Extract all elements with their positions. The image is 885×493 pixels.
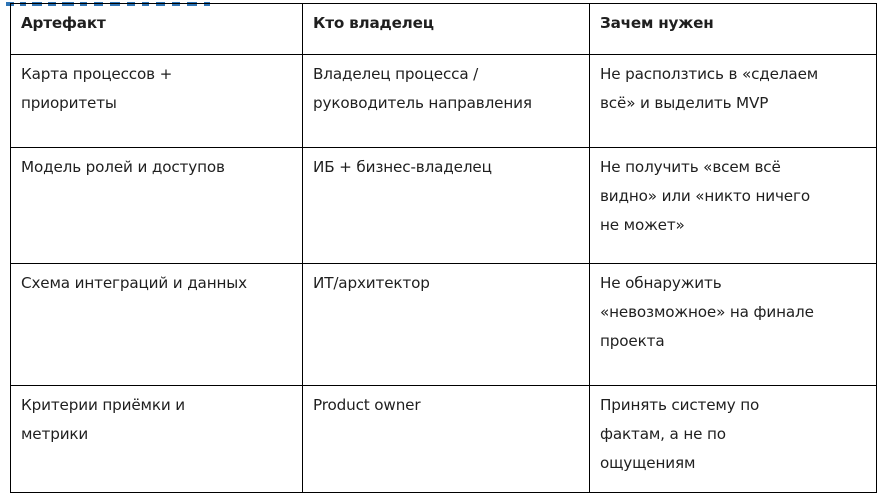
header-purpose xyxy=(590,4,877,55)
cell-artifact xyxy=(11,386,303,493)
cell-text-line: Не получить «всем всё xyxy=(600,158,781,176)
cell-artifact xyxy=(11,148,303,264)
header-owner-label: Кто владелец xyxy=(313,14,434,32)
cell-owner xyxy=(303,55,590,148)
cell-text-line: ощущениям xyxy=(600,454,696,472)
cell-text-line: руководитель направления xyxy=(313,94,532,112)
cell-text-line: ИТ/архитектор xyxy=(313,274,430,292)
cell-text-line: видно» или «никто ничего xyxy=(600,187,810,205)
cell-owner xyxy=(303,386,590,493)
table-row xyxy=(11,148,877,264)
header-owner xyxy=(303,4,590,55)
cell-text-line: фактам, а не по xyxy=(600,425,726,443)
cell-purpose xyxy=(590,264,877,386)
cell-purpose xyxy=(590,148,877,264)
cell-text-line: не может» xyxy=(600,216,685,234)
cell-text-line: Модель ролей и доступов xyxy=(21,158,225,176)
cell-text-line: проекта xyxy=(600,332,665,350)
table-row xyxy=(11,55,877,148)
cell-text-line: Не расползтись в «сделаем xyxy=(600,65,819,83)
header-artifact-label: Артефакт xyxy=(21,14,106,32)
table-row xyxy=(11,264,877,386)
cell-owner xyxy=(303,264,590,386)
cell-text-line: всё» и выделить MVP xyxy=(600,94,769,112)
header-purpose-label: Зачем нужен xyxy=(600,14,714,32)
cell-text-line: Product owner xyxy=(313,396,421,414)
cell-text-line: Не обнаружить xyxy=(600,274,722,292)
cell-purpose xyxy=(590,55,877,148)
cell-text-line: Критерии приёмки и xyxy=(21,396,185,414)
table-header-row xyxy=(11,4,877,55)
cell-text-line: Владелец процесса / xyxy=(313,65,479,83)
cell-text-line: ИБ + бизнес-владелец xyxy=(313,158,492,176)
artifacts-table xyxy=(10,3,877,493)
cell-text-line: Карта процессов + xyxy=(21,65,173,83)
cell-owner xyxy=(303,148,590,264)
cell-text-line: приоритеты xyxy=(21,94,117,112)
cell-text-line: метрики xyxy=(21,425,89,443)
header-artifact xyxy=(11,4,303,55)
cell-purpose xyxy=(590,386,877,493)
table-row xyxy=(11,386,877,493)
cell-artifact xyxy=(11,55,303,148)
cell-text-line: «невозможное» на финале xyxy=(600,303,814,321)
cell-artifact xyxy=(11,264,303,386)
cell-text-line: Принять систему по xyxy=(600,396,760,414)
cell-text-line: Схема интеграций и данных xyxy=(21,274,247,292)
